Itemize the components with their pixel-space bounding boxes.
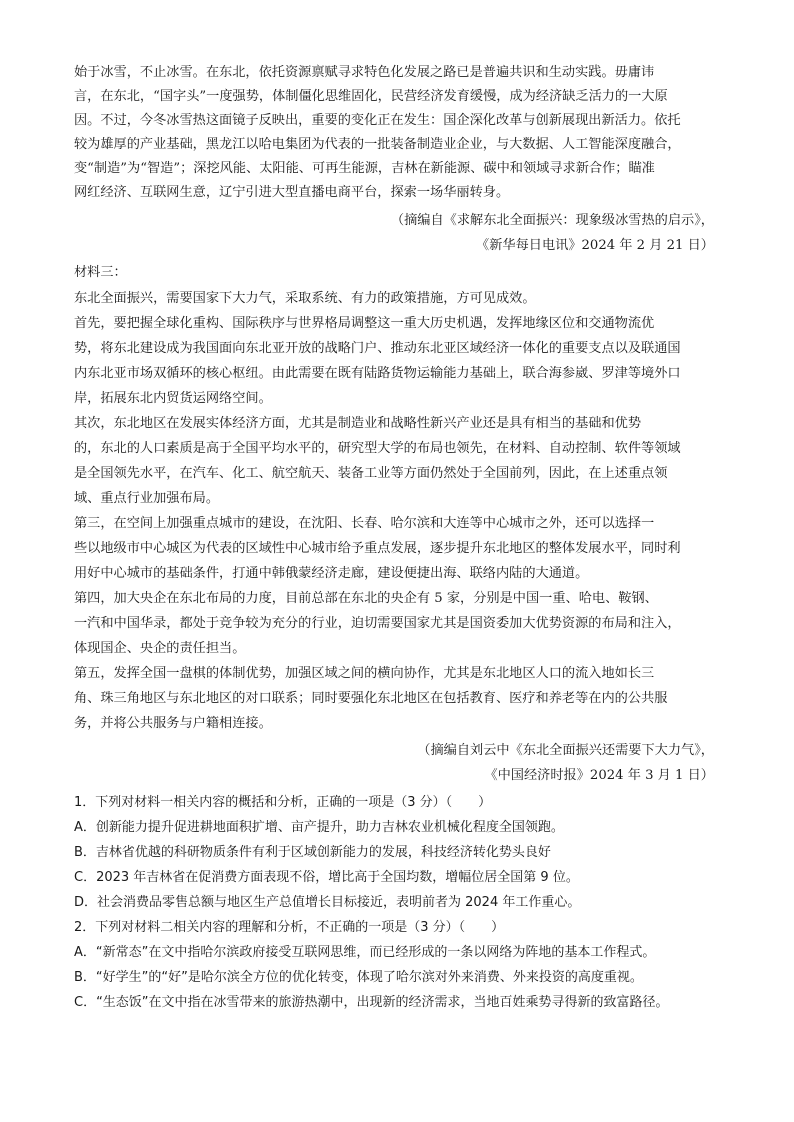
question-1-option-c[interactable]: C．2023 年吉林省在促消费方面表现不俗，增比高于全国均数，增幅位居全国第 9 位。 (74, 870, 579, 885)
section-heading: 材料三： (74, 265, 127, 280)
paragraph-line: 一汽和中国华录，都处于竞争较为充分的行业，迫切需要国家尤其是国资委加大优势资源的布局和注入， (74, 616, 681, 631)
question-1-stem: 1．下列对材料一相关内容的概括和分析，正确的一项是（3 分）（ ） (74, 795, 492, 810)
paragraph-line: 域、重点行业加强布局。 (74, 491, 220, 506)
paragraph-line: 始于冰雪，不止冰雪。在东北，依托资源禀赋寻求特色化发展之路已是普遍共识和生动实践。毋庸讳 (74, 65, 655, 80)
paragraph-line: 体现国企、央企的责任担当。 (74, 641, 246, 656)
paragraph-line: 因。不过，今冬冰雪热这面镜子反映出，重要的变化正在发生：国企深化改革与创新展现出新活力。依托 (74, 113, 681, 128)
source-citation: （摘编自刘云中《东北全面振兴还需要下大力气》， (417, 743, 714, 758)
question-1-option-d[interactable]: D．社会消费品零售总额与地区生产总值增长目标接近，表明前者为 2024 年工作重心。 (74, 895, 581, 910)
paragraph-line: 第三，在空间上加强重点城市的建设，在沈阳、长春、哈尔滨和大连等中心城市之外，还可以选择一 (74, 516, 655, 531)
paragraph-line: 第四，加大央企在东北布局的力度，目前总部在东北的央企有 5 家，分别是中国一重、哈电、鞍钢、 (74, 591, 658, 606)
paragraph-line: 角、珠三角地区与东北地区的对口联系；同时要强化东北地区在包括教育、医疗和养老等在内的公共服 (74, 691, 668, 706)
paragraph-line: 是全国领先水平，在汽车、化工、航空航天、装备工业等方面仍然处于全国前列，因此，在上述重点领 (74, 466, 668, 481)
paragraph-line: 言，在东北，“国字头”一度强势，体制僵化思维固化，民营经济发育缓慢，成为经济缺乏活力的一大原 (74, 89, 668, 104)
paragraph-line: 网红经济、互联网生意，辽宁引进大型直播电商平台，探索一场华丽转身。 (74, 185, 510, 200)
paragraph-line: 其次，东北地区在发展实体经济方面，尤其是制造业和战略性新兴产业还是具有相当的基础和优势 (74, 416, 642, 431)
paragraph-line: 岸，拓展东北内贸货运网络空间。 (74, 391, 272, 406)
paragraph-line: 些以地级市中心城区为代表的区域性中心城市给予重点发展，逐步提升东北地区的整体发展水平，同时利 (74, 541, 681, 556)
paragraph-line: 势，将东北建设成为我国面向东北亚开放的战略门户、推动东北亚区域经济一体化的重要支点以及联通国 (74, 341, 681, 356)
paragraph-line: 务，并将公共服务与户籍相连接。 (74, 716, 272, 731)
question-2-option-c[interactable]: C．“生态饭”在文中指在冰雪带来的旅游热潮中，出现新的经济需求，当地百姓乘势寻得新的致富路径。 (74, 995, 669, 1010)
paragraph-line: 内东北亚市场双循环的核心枢纽。由此需要在既有陆路货物运输能力基础上，联合海参崴、罗津等境外口 (74, 366, 681, 381)
paragraph-line: 首先，要把握全球化重构、国际秩序与世界格局调整这一重大历史机遇，发挥地缘区位和交通物流优 (74, 316, 655, 331)
question-2-option-a[interactable]: A．“新常态”在文中指哈尔滨政府接受互联网思维，而已经形成的一条以网络为阵地的基本工作程式。 (74, 945, 656, 960)
paragraph-line: 较为雄厚的产业基础，黑龙江以哈电集团为代表的一批装备制造业企业，与大数据、人工智能深度融合， (74, 137, 681, 152)
paragraph-line: 第五，发挥全国一盘棋的体制优势，加强区域之间的横向协作，尤其是东北地区人口的流入地如长三 (74, 666, 655, 681)
paragraph-line: 的，东北的人口素质是高于全国平均水平的，研究型大学的布局也领先，在材料、自动控制、软件等领域 (74, 441, 681, 456)
paragraph-line: 用好中心城市的基础条件，打通中韩俄蒙经济走廊，建设便捷出海、联络内陆的大通道。 (74, 566, 589, 581)
source-citation: 《新华每日电讯》2024 年 2 月 21 日） (476, 238, 714, 253)
question-2-option-b[interactable]: B．“好学生”的“好”是哈尔滨全方位的优化转变，体现了哈尔滨对外来消费、外来投资的高度重视。 (74, 970, 643, 985)
paragraph-line: 东北全面振兴，需要国家下大力气，采取系统、有力的政策措施，方可见成效。 (74, 291, 536, 306)
source-citation: （摘编自《求解东北全面振兴：现象级冰雪热的启示》， (390, 213, 714, 228)
question-1-option-a[interactable]: A．创新能力提升促进耕地面积扩增、亩产提升，助力吉林农业机械化程度全国领跑。 (74, 820, 564, 835)
question-2-stem: 2．下列对材料二相关内容的理解和分析，不正确的一项是（3 分）（ ） (74, 920, 505, 935)
paragraph-line: 变“制造”为“智造”；深挖风能、太阳能、可再生能源，吉林在新能源、碳中和领域寻求新合作；瞄准 (74, 161, 655, 176)
source-citation: 《中国经济时报》2024 年 3 月 1 日） (484, 768, 714, 783)
question-1-option-b[interactable]: B．吉林省优越的科研物质条件有利于区域创新能力的发展，科技经济转化势头良好 (74, 845, 551, 860)
